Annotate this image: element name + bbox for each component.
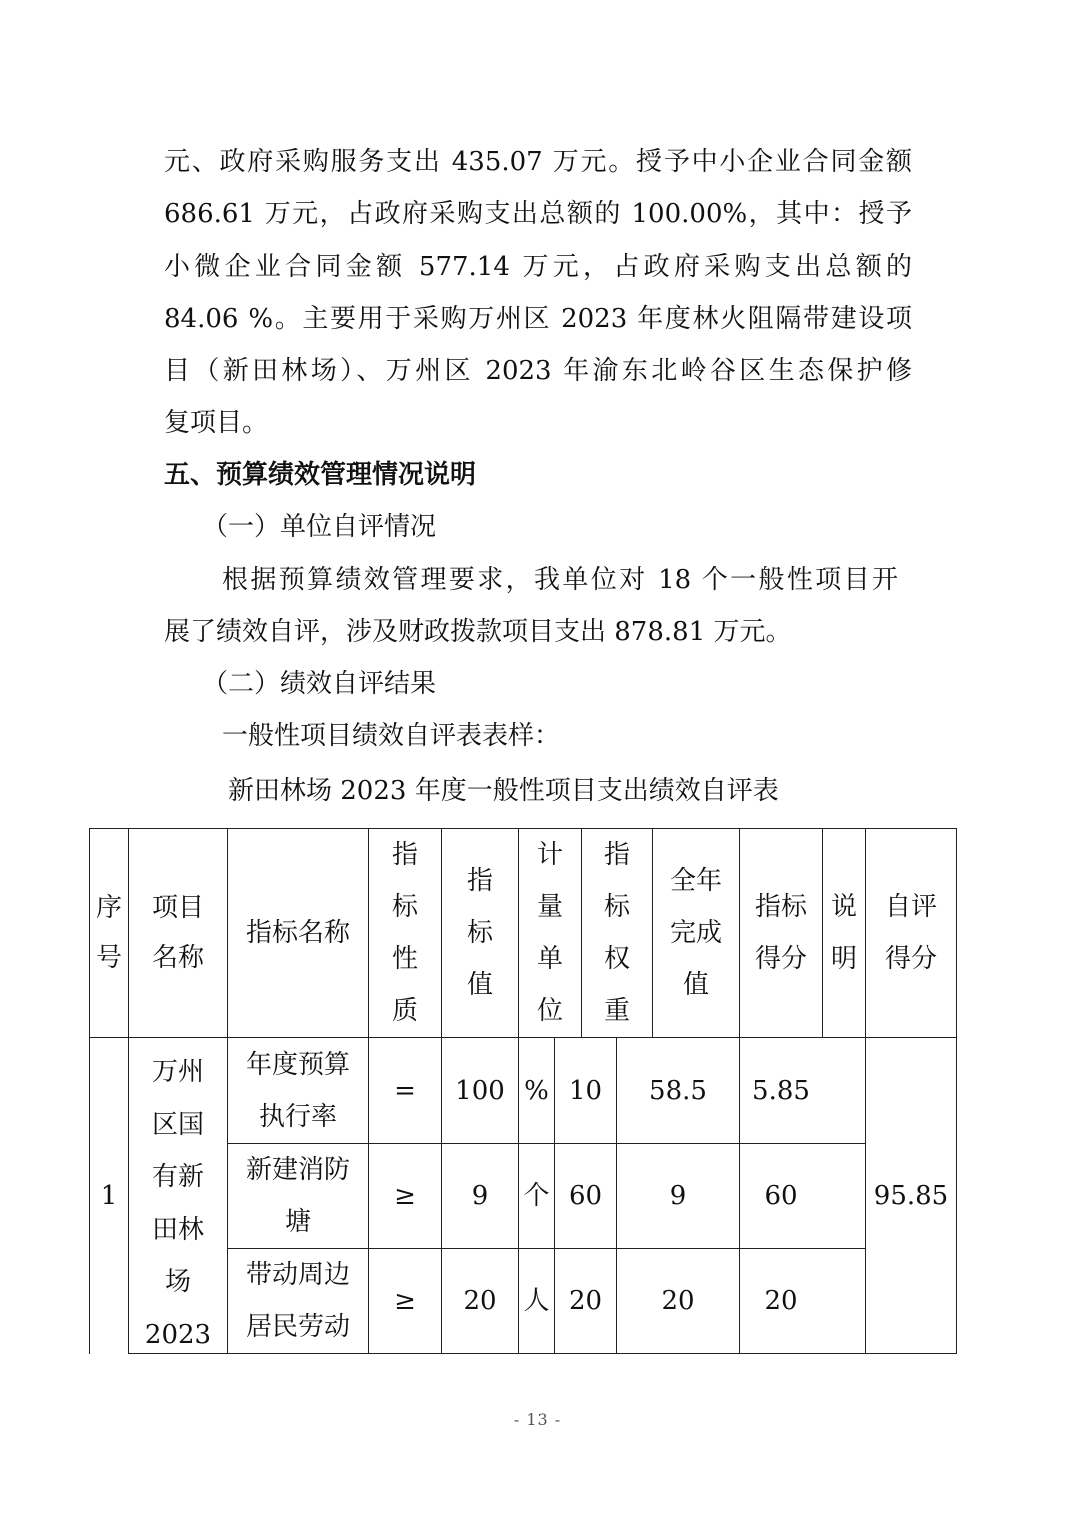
value-1: 100 (455, 1075, 505, 1106)
indicator-name-1: 年度预算 执行率 (245, 1049, 350, 1132)
header-indicator-name: 指标名称 (245, 918, 350, 948)
weight-1: 10 (568, 1075, 603, 1106)
header-note: 说明 (830, 892, 857, 974)
unit-3: 人 (523, 1286, 550, 1316)
nature-2: ≥ (394, 1181, 416, 1211)
header-project: 项目名称 (151, 893, 204, 973)
note-1 (823, 1038, 865, 1143)
nature-1: = (394, 1075, 416, 1106)
project-name-cell (129, 1046, 227, 1361)
unit-1: % (524, 1075, 549, 1106)
header-actual: 全年完成值 (669, 866, 722, 1000)
paragraph-line-6: 复项目。 (164, 408, 269, 438)
subsection-title-2: （二）绩效自评结果 (202, 669, 437, 699)
actual-1: 58.5 (649, 1075, 707, 1106)
score-2: 60 (764, 1181, 798, 1211)
project-name-line: 2023 (144, 1319, 212, 1350)
score-3: 20 (764, 1286, 798, 1316)
subsection-1-line-2: 展了绩效自评，涉及财政拨款项目支出 878.81 万元。 (164, 617, 792, 647)
self-score-value: 95.85 (873, 1181, 949, 1211)
header-nature: 指标性质 (391, 840, 418, 1026)
section-title: 五、预算绩效管理情况说明 (164, 460, 477, 490)
unit-2: 个 (523, 1181, 550, 1211)
project-name-line: 区国 (151, 1109, 204, 1140)
weight-2: 60 (568, 1181, 603, 1211)
actual-3: 20 (661, 1286, 695, 1316)
project-name-line: 田林 (151, 1214, 204, 1245)
header-value: 指标值 (466, 866, 493, 1000)
sample-label: 一般性项目绩效自评表表样： (222, 721, 561, 751)
indicator-name-2: 新建消防 塘 (245, 1155, 350, 1237)
nature-3: ≥ (394, 1286, 416, 1316)
row-seq: 1 (100, 1181, 118, 1211)
indicator-name-3: 带动周边 居民劳动 (245, 1260, 350, 1342)
score-1: 5.85 (752, 1075, 810, 1106)
header-score: 指标得分 (754, 892, 807, 974)
subsection-1-line-1: 根据预算绩效管理要求，我单位对 18 个一般性项目开 (222, 565, 898, 595)
value-3: 20 (463, 1286, 497, 1316)
page-number: - 13 - (513, 1410, 562, 1429)
project-name-line: 万州 (151, 1057, 204, 1087)
header-self-score: 自评得分 (884, 892, 937, 974)
actual-2: 9 (669, 1181, 687, 1211)
table-title: 新田林场 2023 年度一般性项目支出绩效自评表 (228, 776, 779, 806)
note-2 (823, 1144, 865, 1248)
subsection-title-1: （一）单位自评情况 (202, 512, 437, 542)
project-name-line: 有新 (151, 1162, 204, 1192)
paragraph-line-3: 小微企业合同金额 577.14 万元，占政府采购支出总额的 (164, 252, 912, 282)
paragraph-line-4: 84.06 %。主要用于采购万州区 2023 年度林火阻隔带建设项 (164, 304, 912, 334)
header-weight: 指标权重 (603, 840, 630, 1026)
weight-3: 20 (568, 1286, 603, 1316)
header-unit: 计量单位 (536, 840, 563, 1026)
paragraph-line-2: 686.61 万元，占政府采购支出总额的 100.00%，其中：授予 (164, 199, 912, 229)
header-seq: 序号 (95, 893, 122, 973)
note-3 (823, 1249, 865, 1353)
project-name-line: 场 (164, 1267, 191, 1297)
paragraph-line-1: 元、政府采购服务支出 435.07 万元。授予中小企业合同金额 (164, 147, 912, 177)
paragraph-line-5: 目（新田林场）、万州区 2023 年渝东北岭谷区生态保护修 (164, 356, 912, 386)
value-2: 9 (471, 1181, 489, 1211)
